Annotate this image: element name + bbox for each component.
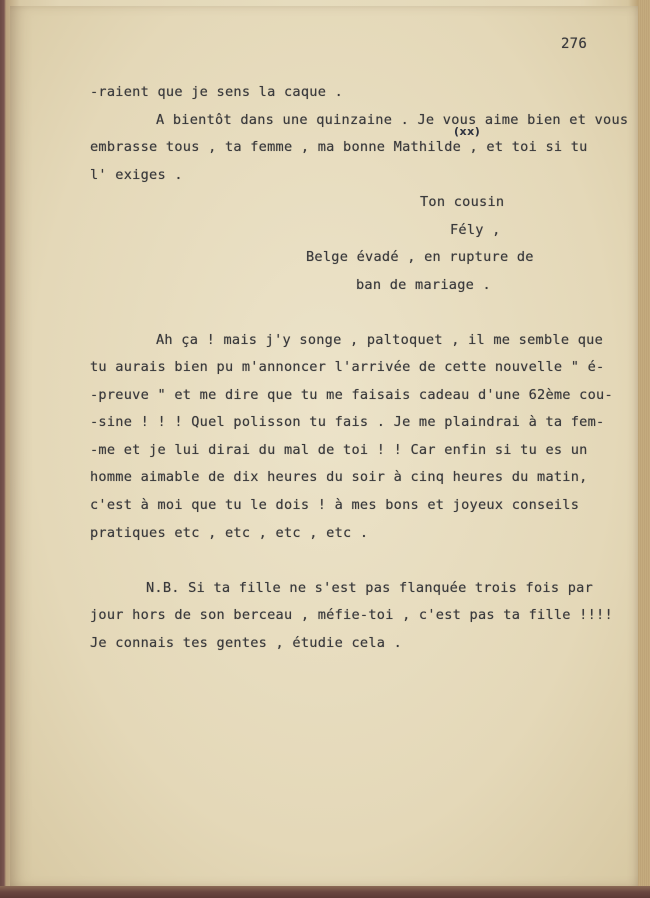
handwritten-annotation: (xx): [454, 125, 481, 138]
text-line: -raient que je sens la caque .: [90, 84, 344, 100]
typed-page: [10, 6, 638, 886]
text-line: pratiques etc , etc , etc , etc .: [90, 525, 369, 541]
text-line: Je connais tes gentes , étudie cela .: [90, 635, 403, 651]
signature-line: Fély ,: [450, 222, 501, 238]
text-line: l' exiges .: [90, 167, 183, 183]
text-line: -sine ! ! ! Quel polisson tu fais . Je me plaindrai à ta fem-: [90, 414, 605, 430]
signature-line: ban de mariage .: [356, 277, 491, 293]
page-edges: [638, 0, 650, 898]
text-line: embrasse tous , ta femme , ma bonne Mathilde , et toi si tu: [90, 139, 588, 155]
cover-edge: [0, 886, 650, 898]
text-line: Ah ça ! mais j'y songe , paltoquet , il me semble que: [156, 332, 604, 348]
text-line: c'est à moi que tu le dois ! à mes bons et joyeux conseils: [90, 497, 580, 513]
text-line: -me et je lui dirai du mal de toi ! ! Car enfin si tu es un: [90, 442, 588, 458]
signature-line: Belge évadé , en rupture de: [306, 249, 534, 265]
text-line: tu aurais bien pu m'annoncer l'arrivée de cette nouvelle " é-: [90, 359, 605, 375]
text-line: N.B. Si ta fille ne s'est pas flanquée trois fois par: [146, 580, 594, 596]
text-line: A bientôt dans une quinzaine . Je vous aime bien et vous: [156, 112, 629, 128]
text-line: jour hors de son berceau , méfie-toi , c'est pas ta fille !!!!: [90, 607, 613, 623]
page-number: 276: [561, 36, 588, 52]
text-line: -preuve " et me dire que tu me faisais cadeau d'une 62ème cou-: [90, 387, 613, 403]
signature-line: Ton cousin: [420, 194, 505, 210]
text-line: homme aimable de dix heures du soir à cinq heures du matin,: [90, 469, 588, 485]
